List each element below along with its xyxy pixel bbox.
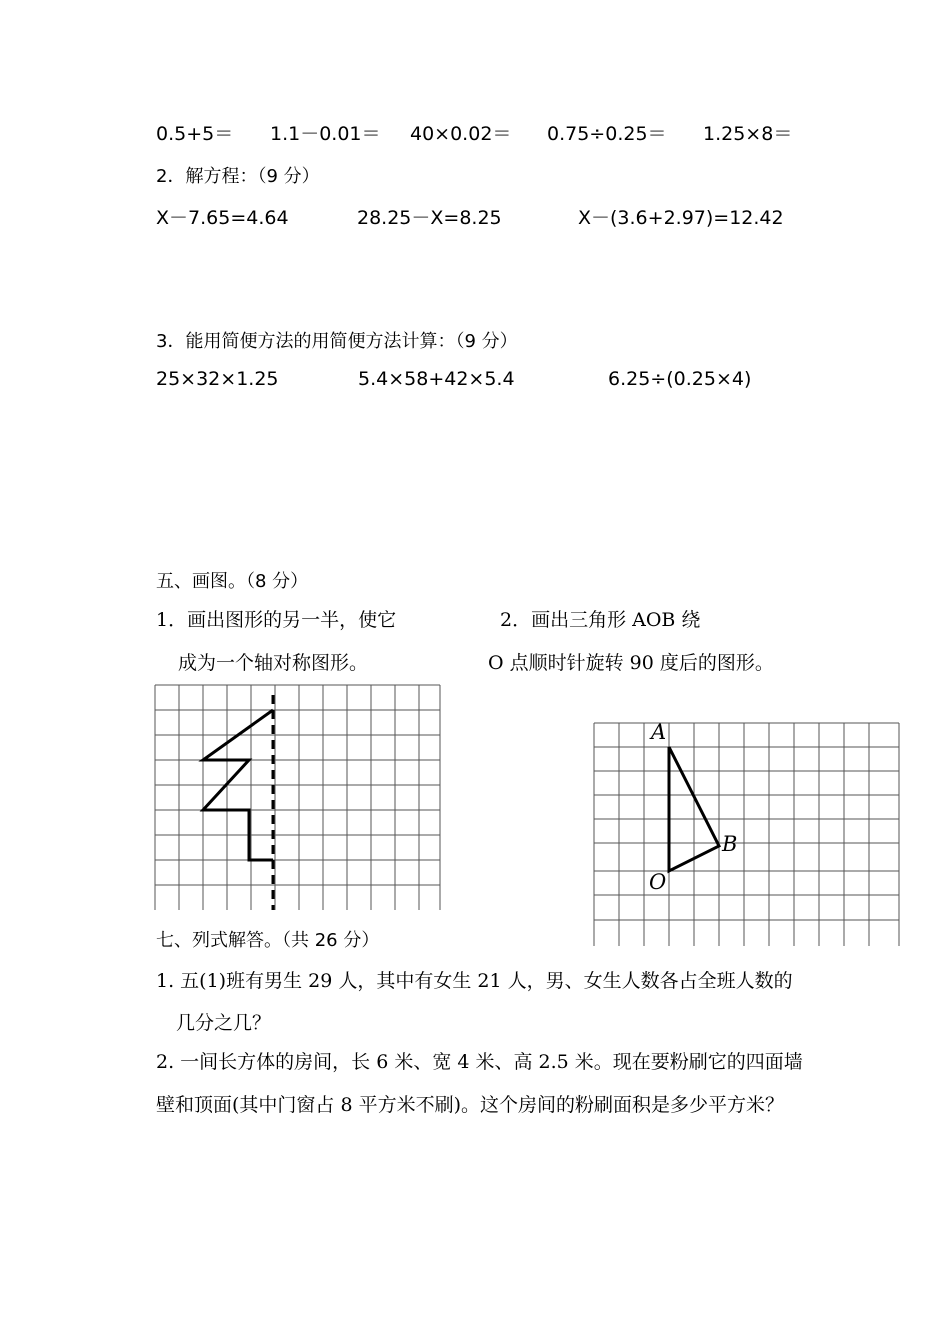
q3-title: 3．能用简便方法的用简便方法计算：（9 分） <box>156 331 518 352</box>
calc-item-1: 0.5+5＝ <box>156 123 234 145</box>
vertex-label-b: B <box>722 832 738 856</box>
symmetry-grid <box>154 684 442 912</box>
word-problem-2-line1: 2. 一间长方体的房间，长 6 米、宽 4 米、高 2.5 米。现在要粉刷它的四面墙 <box>156 1051 803 1073</box>
section7-title: 七、列式解答。（共 26 分） <box>156 930 380 951</box>
grid-lines <box>594 723 899 946</box>
grid-lines <box>155 685 440 910</box>
draw-task-2-line2: O 点顺时针旋转 90 度后的图形。 <box>488 652 774 674</box>
calc-item-2: 1.1－0.01＝ <box>270 123 381 145</box>
simplify-item-1: 25×32×1.25 <box>156 368 279 390</box>
section5-title: 五、画图。（8 分） <box>156 571 309 592</box>
word-problem-2-line2: 壁和顶面(其中门窗占 8 平方米不刷)。这个房间的粉刷面积是多少平方米？ <box>156 1094 784 1116</box>
equation-3: X－(3.6+2.97)=12.42 <box>578 207 784 229</box>
simplify-item-3: 6.25÷(0.25×4) <box>608 368 752 390</box>
calc-item-4: 0.75÷0.25＝ <box>547 123 667 145</box>
word-problem-1-line1: 1. 五(1)班有男生 29 人，其中有女生 21 人，男、女生人数各占全班人数的 <box>156 970 793 992</box>
draw-task-1-line2: 成为一个轴对称图形。 <box>178 652 369 674</box>
equation-2: 28.25－X=8.25 <box>357 207 502 229</box>
draw-task-1-line1: 1．画出图形的另一半，使它 <box>156 609 397 631</box>
calc-item-3: 40×0.02＝ <box>410 123 512 145</box>
rotation-grid <box>593 722 901 948</box>
draw-task-2-line1: 2．画出三角形 AOB 绕 <box>500 609 701 631</box>
q2-title: 2．解方程：（9 分） <box>156 166 320 187</box>
equation-1: X－7.65=4.64 <box>156 207 289 229</box>
word-problem-1-line2: 几分之几？ <box>176 1012 272 1034</box>
simplify-item-2: 5.4×58+42×5.4 <box>358 368 515 390</box>
vertex-label-o: O <box>649 870 667 894</box>
calc-item-5: 1.25×8＝ <box>703 123 793 145</box>
vertex-label-a: A <box>651 720 667 744</box>
